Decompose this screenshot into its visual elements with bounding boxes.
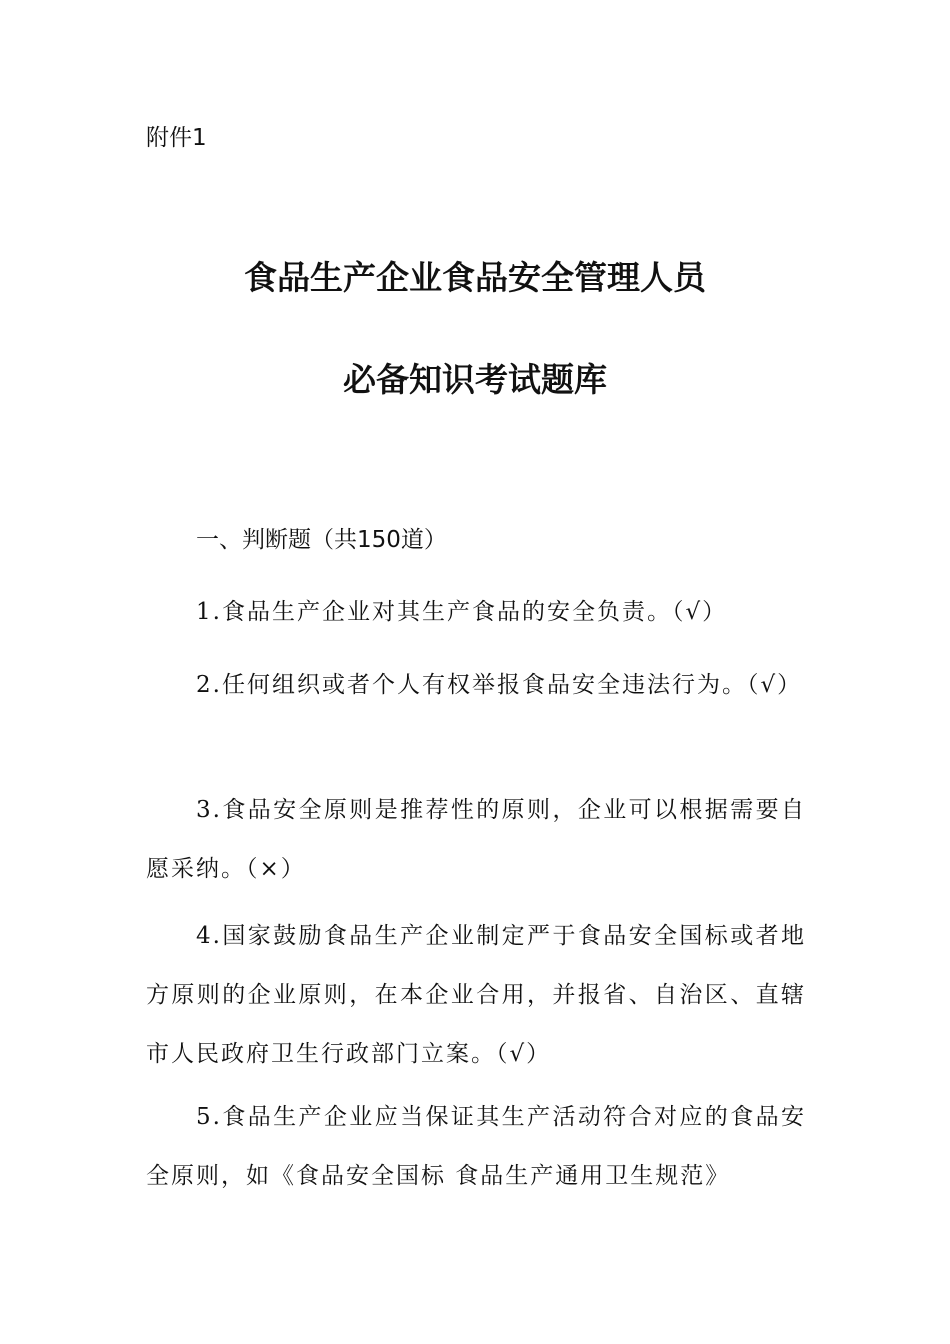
document-title-line-1: 食品生产企业食品安全管理人员 xyxy=(244,258,706,297)
question-item: 1.食品生产企业对其生产食品的安全负责。（√） xyxy=(196,599,728,625)
attachment-label: 附件1 xyxy=(146,125,207,151)
document-title-line-2: 必备知识考试题库 xyxy=(343,360,607,399)
question-item: 4.国家鼓励食品生产企业制定严于食品安全国标或者地方原则的企业原则，在本企业合用，并报省、自治区、直辖市人民政府卫生行政部门立案。（√） xyxy=(146,923,806,1067)
question-item: 2.任何组织或者个人有权举报食品安全违法行为。（√） xyxy=(196,672,803,698)
section-heading: 一、判断题（共150道） xyxy=(196,527,447,553)
question-item: 5.食品生产企业应当保证其生产活动符合对应的食品安全原则，如《食品安全国标 食品生产通用卫生规范》 xyxy=(146,1104,806,1189)
question-item: 3.食品安全原则是推荐性的原则，企业可以根据需要自愿采纳。（×） xyxy=(146,797,806,882)
